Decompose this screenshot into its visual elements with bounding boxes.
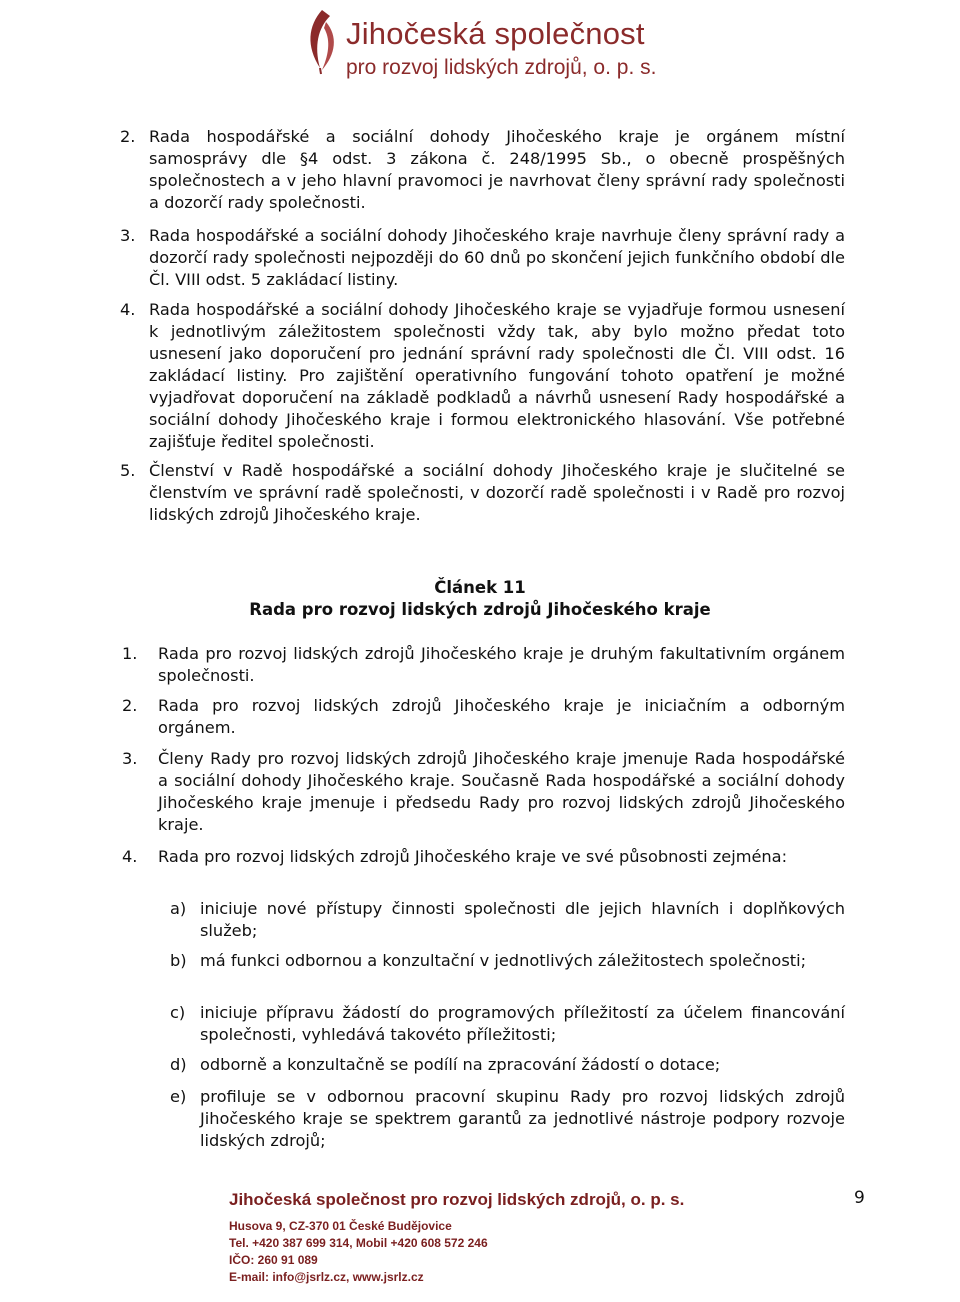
item-number: 2. — [122, 696, 138, 715]
footer-company-name: Jihočeská společnost pro rozvoj lidských zdrojů, o. p. s. — [229, 1190, 685, 1209]
item-number: 2. — [120, 127, 136, 146]
company-logo — [300, 6, 670, 86]
sub-item-text: iniciuje nové přístupy činnosti společnosti dle jejich hlavních i doplňkových služeb; — [200, 899, 845, 940]
article-subtitle: Rada pro rozvoj lidských zdrojů Jihočeského kraje — [249, 600, 711, 619]
item-number: 3. — [120, 226, 136, 245]
sub-item-text: odborně a konzultačně se podílí na zpracování žádostí o dotace; — [200, 1055, 721, 1074]
footer-address: Husova 9, CZ-370 01 České Budějovice — [229, 1219, 452, 1233]
item-number: 4. — [120, 300, 136, 319]
item-text: Rada hospodářské a sociální dohody Jihočeského kraje je orgánem místní samosprávy dle §4 odst. 3 zákona č. 248/1995 Sb., o obecně prospěšných společnostech a v jeho hlavní pravomoci je navrhovat členy správní rady společnosti a dozorčí rady společnosti. — [149, 127, 845, 212]
footer-ico: IČO: 260 91 089 — [229, 1253, 318, 1267]
item-text: Rada pro rozvoj lidských zdrojů Jihočeského kraje je iniciačním a odborným orgánem. — [158, 696, 845, 737]
sub-item-letter: b) — [170, 951, 187, 970]
logo-subtitle: pro rozvoj lidských zdrojů, o. p. s. — [346, 56, 657, 79]
item-number: 1. — [122, 644, 138, 663]
item-text: Rada hospodářské a sociální dohody Jihočeského kraje navrhuje členy správní rady a dozorčí rady společnosti nejpozději do 60 dnů po skončení jejich funkčního období dle Čl. VIII odst. 5 zakládací listiny. — [149, 226, 845, 289]
item-number: 3. — [122, 749, 138, 768]
leaf-logo-icon — [300, 6, 344, 76]
footer-phone: Tel. +420 387 699 314, Mobil +420 608 572 246 — [229, 1236, 488, 1250]
item-text: Členství v Radě hospodářské a sociální dohody Jihočeského kraje je slučitelné se členstvím ve správní radě společnosti, v dozorčí radě společnosti i v Radě pro rozvoj lidských zdrojů Jihočeského kraje. — [149, 461, 845, 524]
item-number: 4. — [122, 847, 138, 866]
item-text: Rada hospodářské a sociální dohody Jihočeského kraje se vyjadřuje formou usnesení k jednotlivým záležitostem společnosti vždy tak, aby bylo možno předat toto usnesení jako doporučení pro jednání správní rady společnosti dle Čl. VIII odst. 16 zakládací listiny. Pro zajištění operativního fungování tohoto opatření je možné vyjadřovat doporučení na základě podkladů a návrhů usnesení Rady hospodářské a sociální dohody Jihočeského kraje i formou elektronického hlasování. Vše potřebné zajišťuje ředitel společnosti. — [149, 300, 845, 451]
sub-item-letter: e) — [170, 1087, 187, 1106]
logo-title: Jihočeská společnost — [346, 16, 645, 51]
sub-item-letter: a) — [170, 899, 187, 918]
item-text: Rada pro rozvoj lidských zdrojů Jihočeského kraje ve své působnosti zejména: — [158, 847, 788, 866]
page-number: 9 — [854, 1188, 865, 1208]
item-text: Rada pro rozvoj lidských zdrojů Jihočeského kraje je druhým fakultativním orgánem společnosti. — [158, 644, 845, 685]
sub-item-text: má funkci odbornou a konzultační v jednotlivých záležitostech společnosti; — [200, 951, 807, 970]
sub-item-letter: c) — [170, 1003, 186, 1022]
item-number: 5. — [120, 461, 136, 480]
article-title: Článek 11 — [434, 578, 526, 597]
sub-item-letter: d) — [170, 1055, 187, 1074]
sub-item-text: profiluje se v odbornou pracovní skupinu Rady pro rozvoj lidských zdrojů Jihočeského kraje se spektrem garantů za jednotlivé nástroje podpory rozvoje lidských zdrojů; — [200, 1087, 845, 1150]
sub-item-text: iniciuje přípravu žádostí do programových příležitostí za účelem financování společnosti, vyhledává takovéto příležitosti; — [200, 1003, 845, 1044]
footer-email: E-mail: info@jsrlz.cz, www.jsrlz.cz — [229, 1270, 424, 1284]
item-text: Členy Rady pro rozvoj lidských zdrojů Jihočeského kraje jmenuje Rada hospodářské a sociální dohody Jihočeského kraje. Současně Rada hospodářské a sociální dohody Jihočeského kraje jmenuje i předsedu Rady pro rozvoj lidských zdrojů Jihočeského kraje. — [158, 749, 845, 834]
